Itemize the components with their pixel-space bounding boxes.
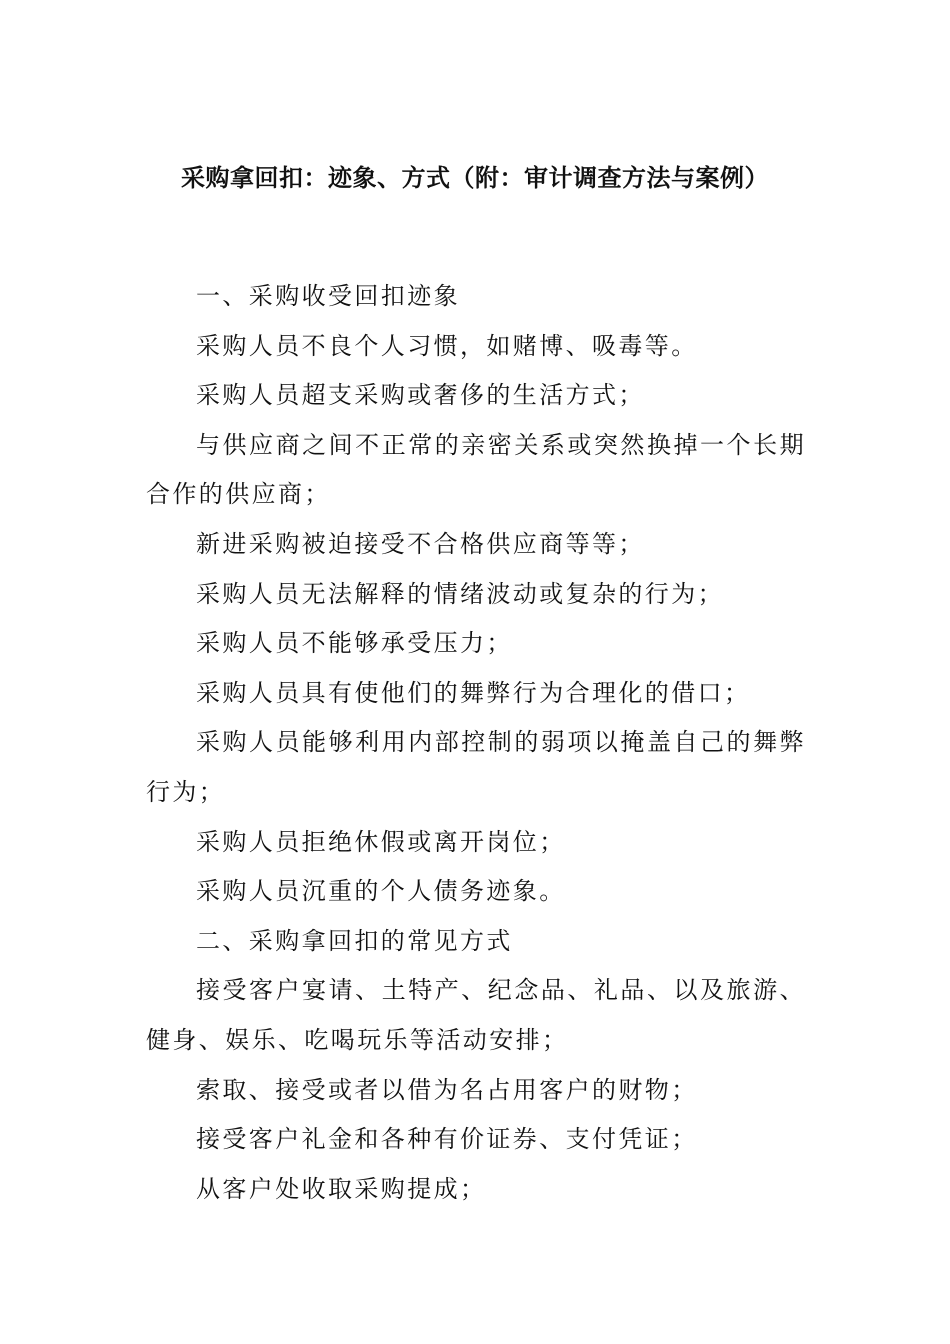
paragraph: 采购人员拒绝休假或离开岗位； xyxy=(196,827,566,856)
section-heading-signs: 一、采购收受回扣迹象 xyxy=(196,282,460,310)
document-title: 采购拿回扣：迹象、方式（附：审计调查方法与案例） xyxy=(181,164,769,192)
paragraph: 采购人员无法解释的情绪波动或复杂的行为； xyxy=(196,579,724,608)
paragraph: 采购人员能够利用内部控制的弱项以掩盖自己的舞弊行为； xyxy=(146,728,806,806)
paragraph: 采购人员沉重的个人债务迹象。 xyxy=(196,877,566,906)
paragraph: 新进采购被迫接受不合格供应商等等； xyxy=(196,529,645,558)
paragraph: 采购人员不能够承受压力； xyxy=(196,629,513,658)
paragraph: 接受客户宴请、土特产、纪念品、礼品、以及旅游、健身、娱乐、吃喝玩乐等活动安排； xyxy=(146,976,806,1054)
section-heading-methods: 二、采购拿回扣的常见方式 xyxy=(196,926,513,955)
paragraph: 采购人员不良个人习惯，如赌博、吸毒等。 xyxy=(196,331,698,360)
paragraph: 采购人员超支采购或奢侈的生活方式； xyxy=(196,381,645,410)
paragraph: 与供应商之间不正常的亲密关系或突然换掉一个长期合作的供应商； xyxy=(146,430,806,509)
paragraph: 从客户处收取采购提成； xyxy=(196,1174,487,1203)
paragraph: 索取、接受或者以借为名占用客户的财物； xyxy=(196,1075,698,1104)
paragraph: 接受客户礼金和各种有价证券、支付凭证； xyxy=(196,1125,698,1154)
paragraph: 采购人员具有使他们的舞弊行为合理化的借口； xyxy=(196,678,751,707)
document-body xyxy=(146,272,806,1214)
